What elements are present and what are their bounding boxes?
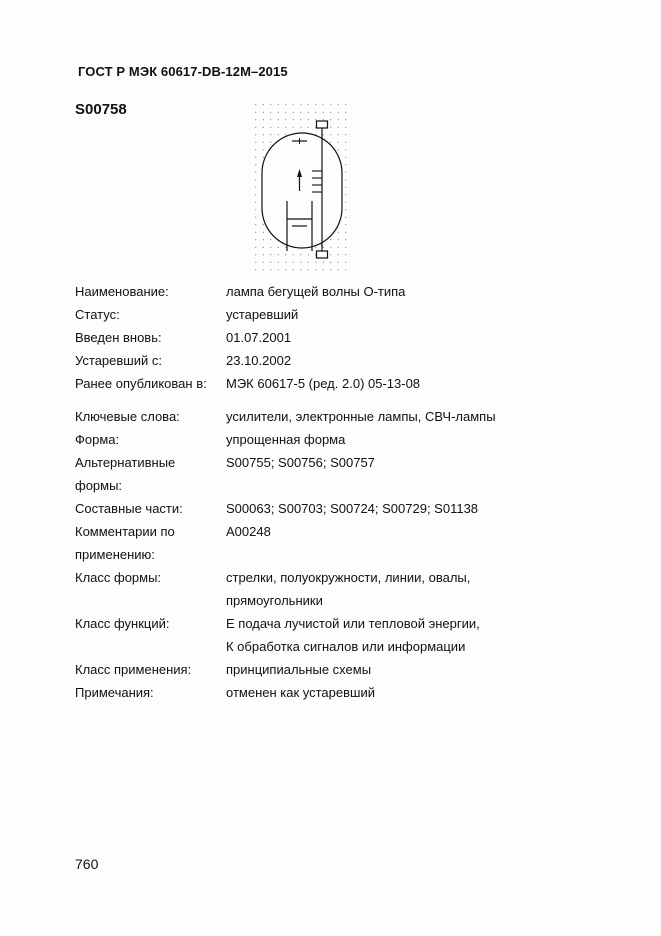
field-value-line: прямоугольники	[226, 593, 323, 608]
field-value	[226, 454, 646, 477]
field-label	[75, 454, 225, 500]
field-label-line: Класс функций:	[75, 616, 170, 631]
field-value	[226, 500, 646, 523]
field-label-line: Примечания:	[75, 685, 154, 700]
field-value-line: Е подача лучистой или тепловой энергии,	[226, 616, 480, 631]
field-value-line: усилители, электронные лампы, СВЧ-лампы	[226, 409, 496, 424]
field-label	[75, 306, 225, 329]
field-label-line: Ключевые слова:	[75, 409, 180, 424]
field-value-line: 01.07.2001	[226, 330, 292, 345]
field-label-line: Введен вновь:	[75, 330, 162, 345]
field-value	[226, 408, 646, 431]
field-label-line: Статус:	[75, 307, 120, 322]
field-value-line: принципиальные схемы	[226, 662, 372, 677]
symbol-code: S00758	[75, 101, 127, 118]
field-value	[226, 661, 646, 684]
field-label-line: Ранее опубликован в:	[75, 376, 207, 391]
field-label-line: Альтернативные	[75, 455, 176, 470]
field-label	[75, 283, 225, 306]
field-label-line: применению:	[75, 547, 155, 562]
field-label	[75, 329, 225, 352]
page-number: 760	[75, 856, 99, 872]
field-value	[226, 684, 646, 707]
field-label	[75, 661, 225, 684]
field-label-line: формы:	[75, 478, 123, 493]
field-label	[75, 408, 225, 431]
field-value-line: S00755; S00756; S00757	[226, 455, 375, 470]
field-label	[75, 684, 225, 707]
field-label	[75, 375, 225, 398]
field-label-line: Класс формы:	[75, 570, 162, 585]
field-value	[226, 431, 646, 454]
field-label	[75, 431, 225, 454]
field-value-line: отменен как устаревший	[226, 685, 375, 700]
field-label	[75, 569, 225, 592]
document-header: ГОСТ Р МЭК 60617-DB-12M–2015	[78, 64, 288, 79]
field-value	[226, 523, 646, 546]
field-value-line: стрелки, полуокружности, линии, овалы,	[226, 570, 471, 585]
field-value	[226, 352, 646, 375]
field-label	[75, 523, 225, 569]
field-label	[75, 500, 225, 523]
field-label	[75, 352, 225, 375]
field-value-line: 23.10.2002	[226, 353, 292, 368]
field-value	[226, 306, 646, 329]
field-label-line: Форма:	[75, 432, 120, 447]
field-value	[226, 283, 646, 306]
bottom-coupler	[317, 251, 328, 258]
field-label-line: Устаревший с:	[75, 353, 162, 368]
top-coupler	[317, 121, 328, 128]
field-value-line: A00248	[226, 524, 271, 539]
field-value	[226, 329, 646, 352]
envelope-outline	[262, 133, 342, 248]
field-value	[226, 569, 646, 615]
traveling-wave-tube-symbol-icon	[252, 101, 352, 276]
field-label-line: Составные части:	[75, 501, 183, 516]
field-label	[75, 615, 225, 638]
field-value	[226, 375, 646, 398]
field-label-line: Комментарии по	[75, 524, 175, 539]
field-label-line: Наименование:	[75, 284, 169, 299]
field-value-line: лампа бегущей волны О-типа	[226, 284, 406, 299]
field-value-line: упрощенная форма	[226, 432, 346, 447]
field-value-line: К обработка сигналов или информации	[226, 639, 466, 654]
field-value-line: МЭК 60617-5 (ред. 2.0) 05-13-08	[226, 376, 421, 391]
field-value-line: S00063; S00703; S00724; S00729; S01138	[226, 501, 479, 516]
field-label-line: Класс применения:	[75, 662, 192, 677]
field-value-line: устаревший	[226, 307, 299, 322]
field-value	[226, 615, 646, 661]
